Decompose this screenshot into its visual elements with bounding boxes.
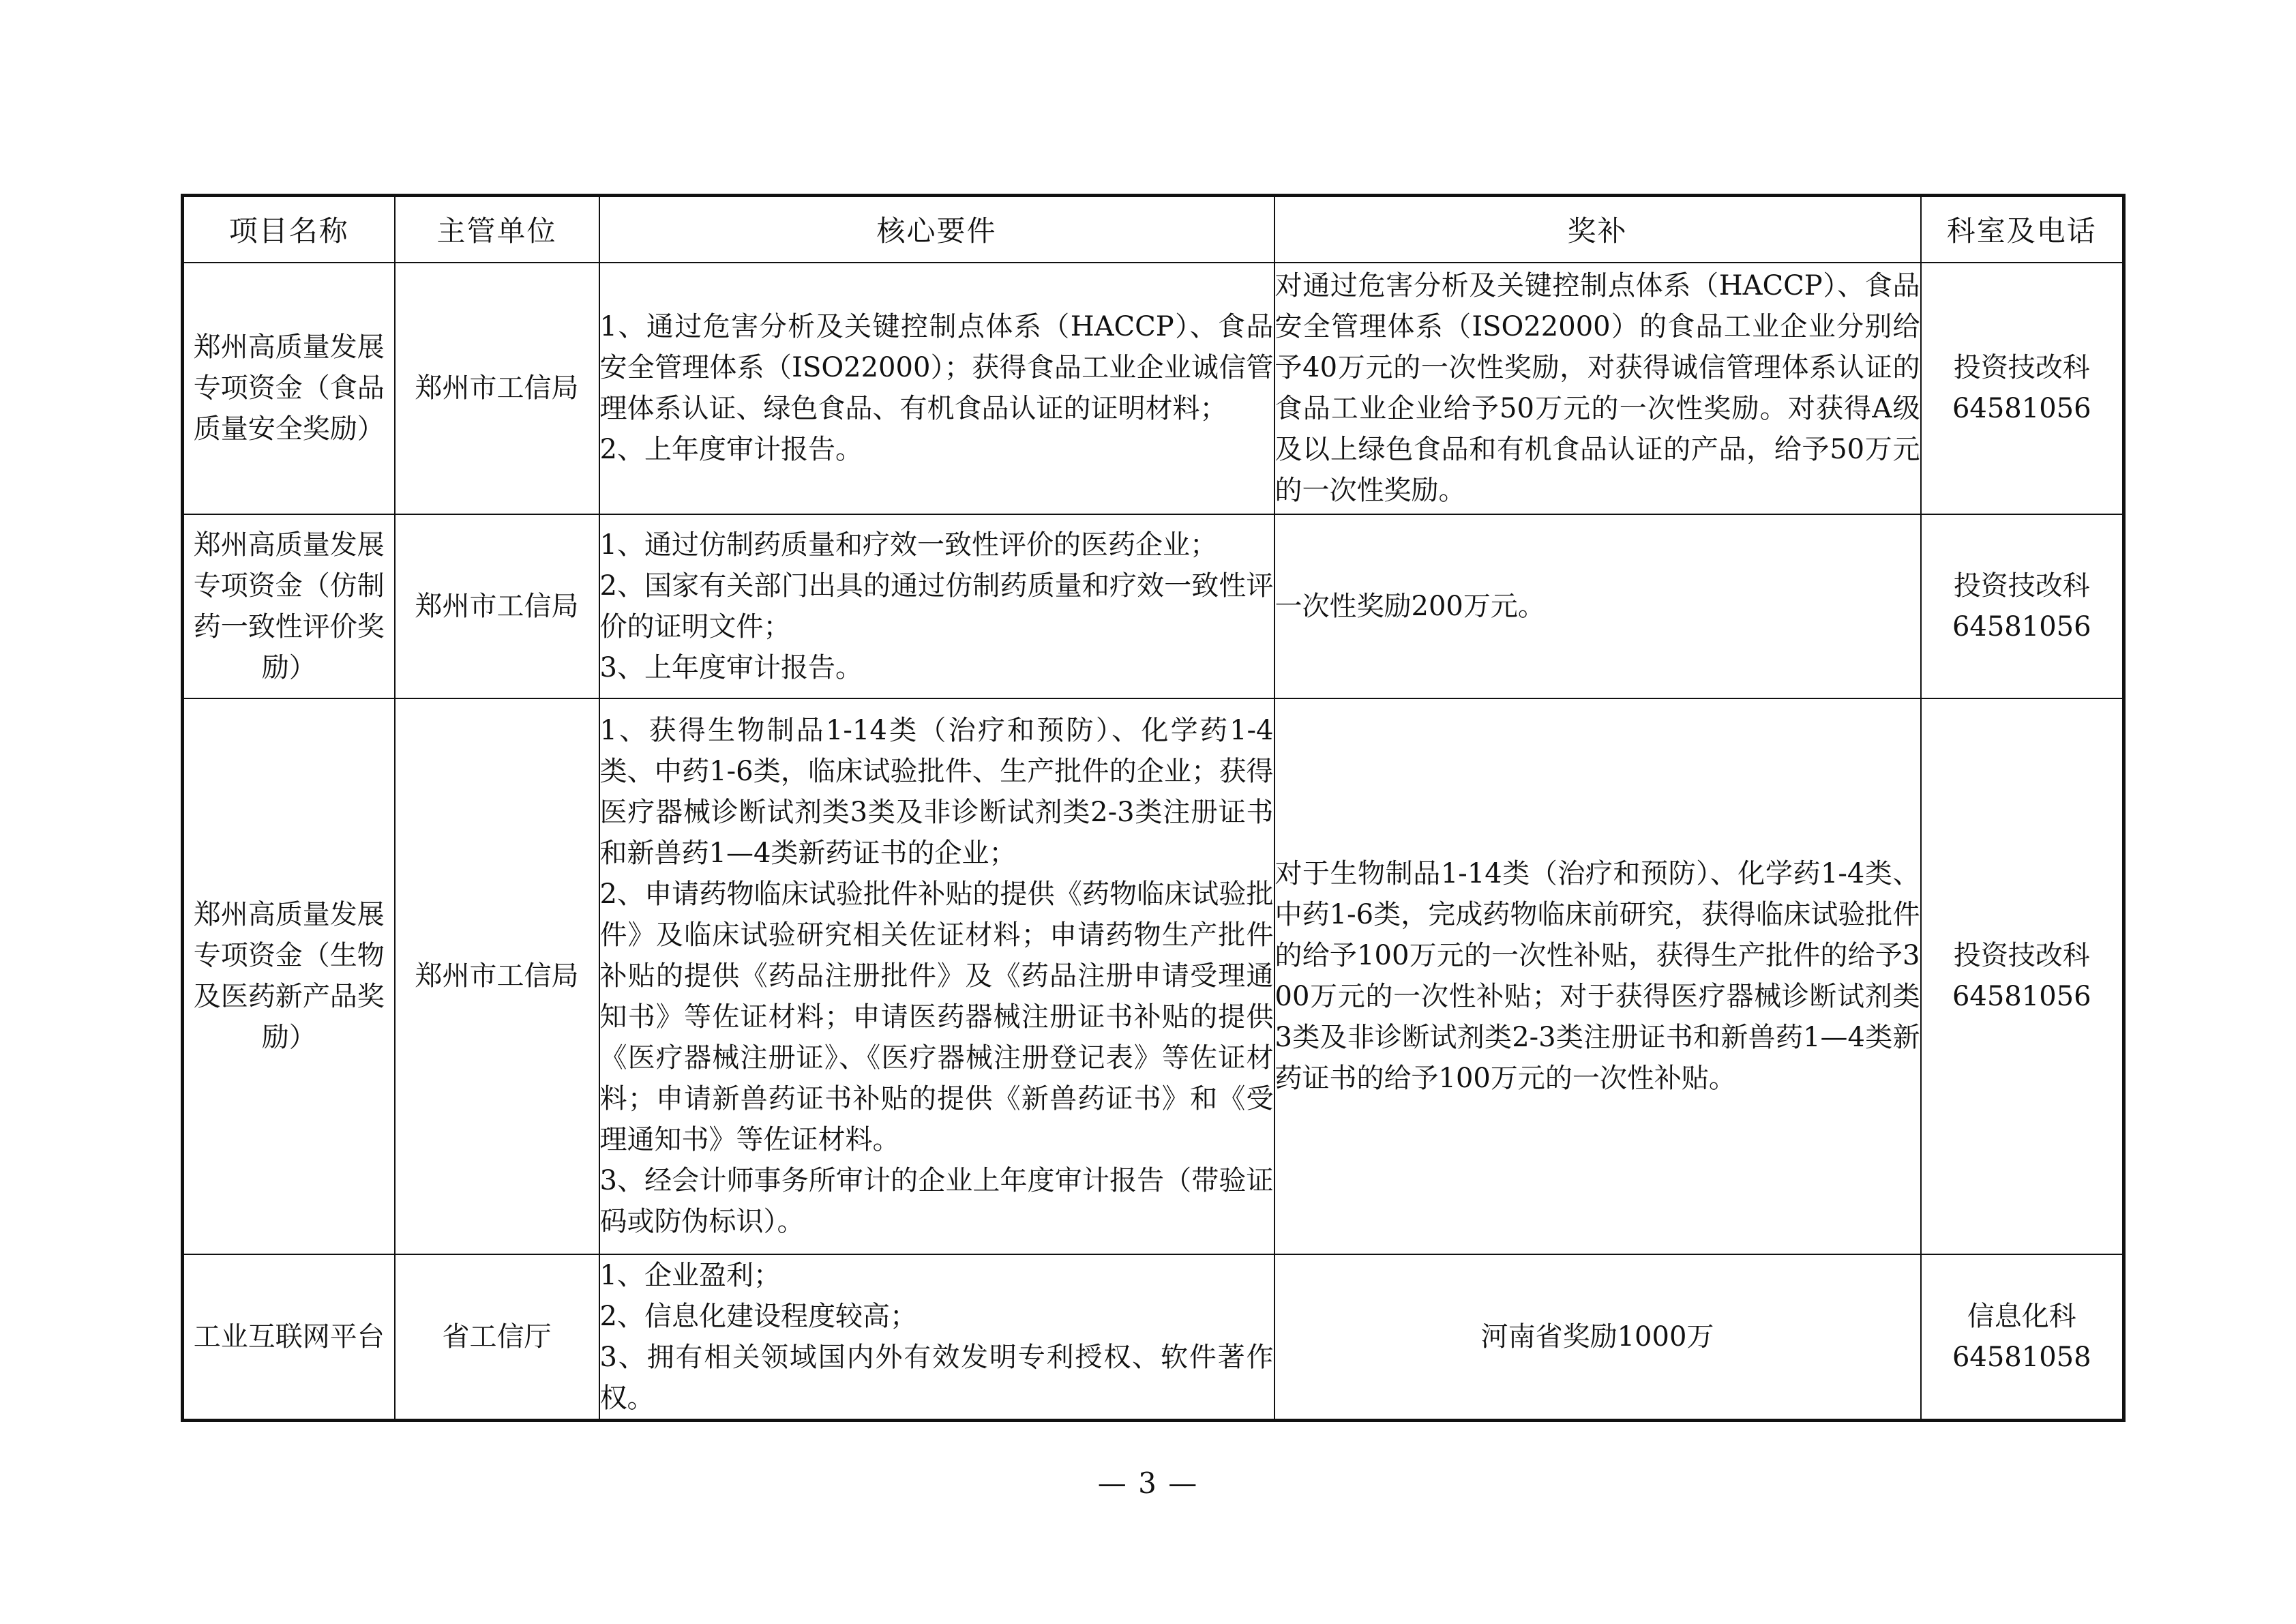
- requirement-item: 3、拥有相关领域国内外有效发明专利授权、软件著作权。: [599, 1341, 1274, 1414]
- project-name-cell: 郑州高质量发展专项资金（仿制药一致性评价奖励）: [183, 514, 395, 698]
- header-core-requirements: 核心要件: [599, 196, 1274, 263]
- requirement-item: 1、获得生物制品1-14类（治疗和预防）、化学药1-4类、中药1-6类，临床试验批件、生产批件的企业；获得医疗器械诊断试剂类3类及非诊断试剂类2-3类注册证书和新兽药1—4类新药证书的企业；: [599, 715, 1274, 869]
- project-name-cell: 工业互联网平台: [183, 1254, 395, 1421]
- contact-office: 投资技改科: [1953, 940, 2090, 971]
- reward-cell: 对于生物制品1-14类（治疗和预防）、化学药1-4类、中药1-6类，完成药物临床前研究，获得临床试验批件的给予100万元的一次性补贴，获得生产批件的给予300万元的一次性补贴；对于获得医疗器械诊断试剂类3类及非诊断试剂类2-3类注册证书和新兽药1—4类新药证书的给予100万元的一次性补贴。: [1274, 698, 1921, 1254]
- project-name-cell: 郑州高质量发展专项资金（食品质量安全奖励）: [183, 263, 395, 514]
- subsidy-policy-table: [181, 194, 2126, 1422]
- reward-cell: 一次性奖励200万元。: [1274, 514, 1921, 698]
- table-header-row: [183, 196, 2124, 263]
- header-project-name: 项目名称: [183, 196, 395, 263]
- requirement-item: 3、经会计师事务所审计的企业上年度审计报告（带验证码或防伪标识）。: [599, 1165, 1274, 1237]
- contact-office: 投资技改科: [1953, 352, 2090, 383]
- requirement-item: 1、通过危害分析及关键控制点体系（HACCP）、食品安全管理体系（ISO22000）；获得食品工业企业诚信管理体系认证、绿色食品、有机食品认证的证明材料；: [599, 311, 1274, 424]
- header-reward: 奖补: [1274, 196, 1921, 263]
- contact-phone: 64581056: [1952, 610, 2091, 643]
- contact-phone: 64581056: [1952, 393, 2091, 424]
- department-cell: 省工信厅: [395, 1254, 599, 1421]
- table-row: [183, 698, 2124, 1254]
- requirements-cell: [599, 263, 1274, 514]
- table-row: [183, 263, 2124, 514]
- requirements-cell: [599, 698, 1274, 1254]
- table-row: [183, 514, 2124, 698]
- requirement-item: 2、申请药物临床试验批件补贴的提供《药物临床试验批件》及临床试验研究相关佐证材料；申请药物生产批件补贴的提供《药品注册批件》及《药品注册申请受理通知书》等佐证材料；申请医药器械注册证书补贴的提供《医疗器械注册证》、《医疗器械注册登记表》等佐证材料；申请新兽药证书补贴的提供《新兽药证书》和《受理通知书》等佐证材料。: [599, 879, 1274, 1155]
- requirements-cell: [599, 1254, 1274, 1421]
- contact-phone: 64581056: [1952, 981, 2091, 1012]
- header-department: 主管单位: [395, 196, 599, 263]
- department-cell: 郑州市工信局: [395, 698, 599, 1254]
- reward-cell: 河南省奖励1000万: [1274, 1254, 1921, 1421]
- contact-cell: [1921, 263, 2124, 514]
- header-contact: 科室及电话: [1921, 196, 2124, 263]
- contact-office: 信息化科: [1967, 1300, 2076, 1332]
- reward-cell: 对通过危害分析及关键控制点体系（HACCP）、食品安全管理体系（ISO22000）的食品工业企业分别给予40万元的一次性奖励，对获得诚信管理体系认证的食品工业企业给予50万元的一次性奖励。对获得A级及以上绿色食品和有机食品认证的产品，给予50万元的一次性奖励。: [1274, 263, 1921, 514]
- department-cell: 郑州市工信局: [395, 263, 599, 514]
- contact-cell: [1921, 1254, 2124, 1421]
- requirement-item: 1、企业盈利；: [599, 1259, 781, 1291]
- contact-office: 投资技改科: [1953, 570, 2090, 602]
- table-row: [183, 1254, 2124, 1421]
- contact-cell: [1921, 698, 2124, 1254]
- contact-cell: [1921, 514, 2124, 698]
- requirement-item: 2、国家有关部门出具的通过仿制药质量和疗效一致性评价的证明文件；: [599, 570, 1274, 643]
- requirements-cell: [599, 514, 1274, 698]
- requirement-item: 3、上年度审计报告。: [599, 651, 863, 683]
- requirement-item: 2、信息化建设程度较高；: [599, 1300, 917, 1332]
- requirement-item: 2、上年度审计报告。: [599, 434, 863, 465]
- requirement-item: 1、通过仿制药质量和疗效一致性评价的医药企业；: [599, 529, 1217, 561]
- page-number: — 3 —: [1097, 1466, 1199, 1500]
- department-cell: 郑州市工信局: [395, 514, 599, 698]
- project-name-cell: 郑州高质量发展专项资金（生物及医药新产品奖励）: [183, 698, 395, 1254]
- contact-phone: 64581058: [1952, 1341, 2091, 1373]
